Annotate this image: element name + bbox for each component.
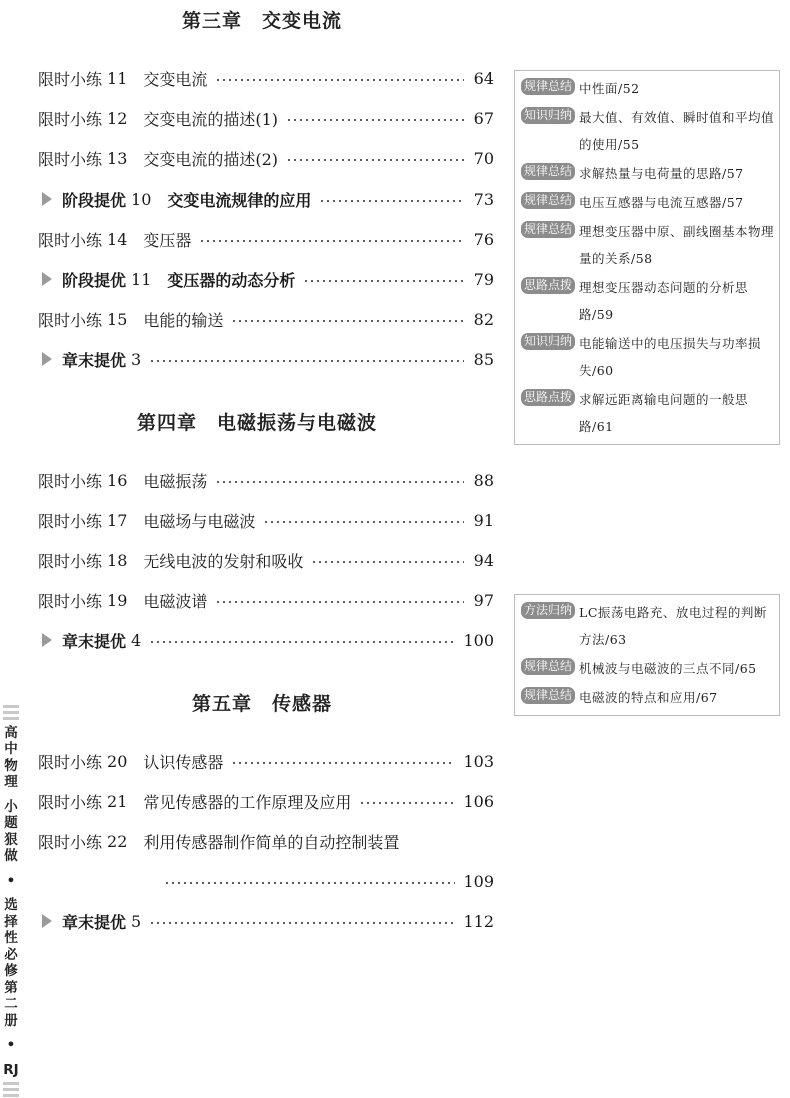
entry-title: 电能的输送 bbox=[143, 310, 224, 330]
entry-label: 章末提优 bbox=[62, 631, 127, 651]
page-number: 82 bbox=[473, 309, 494, 329]
triangle-marker-icon bbox=[42, 352, 52, 366]
entry-label: 限时小练 bbox=[38, 149, 103, 169]
tip-text: LC振荡电路充、放电过程的判断方法/63 bbox=[579, 605, 767, 647]
dot-leader bbox=[303, 280, 464, 282]
page-number: 97 bbox=[473, 590, 494, 610]
entry-number: 3 bbox=[131, 349, 142, 369]
spine-separator: • bbox=[6, 1037, 16, 1054]
toc-entry[interactable] bbox=[38, 787, 494, 815]
tip-text: 最大值、有效值、瞬时值和平均值的使用/55 bbox=[579, 110, 775, 152]
tip-tag: 知识归纳 bbox=[521, 107, 575, 124]
spine-label bbox=[0, 705, 22, 1098]
entry-number: 16 bbox=[107, 470, 128, 490]
tip-tag: 规律总结 bbox=[521, 78, 575, 95]
page-number: 88 bbox=[473, 470, 494, 490]
tip-text: 中性面/52 bbox=[579, 81, 640, 96]
toc-entry[interactable] bbox=[38, 747, 494, 775]
entry-number: 5 bbox=[131, 911, 142, 931]
dot-leader bbox=[149, 641, 455, 643]
tip-item[interactable] bbox=[521, 274, 775, 328]
entry-label: 阶段提优 bbox=[62, 270, 127, 290]
page-number: 73 bbox=[473, 189, 494, 209]
page-number: 64 bbox=[473, 68, 494, 88]
entry-number: 17 bbox=[107, 510, 128, 530]
entry-label: 限时小练 bbox=[38, 591, 103, 611]
tips-box-chapter-3 bbox=[514, 70, 780, 445]
dot-leader bbox=[215, 481, 464, 483]
entry-number: 11 bbox=[107, 68, 128, 88]
dot-leader bbox=[286, 119, 464, 121]
entry-number: 22 bbox=[107, 831, 128, 851]
tip-text: 理想变压器动态问题的分析思路/59 bbox=[579, 280, 749, 322]
entry-number: 11 bbox=[131, 269, 152, 289]
entry-label: 章末提优 bbox=[62, 912, 127, 932]
entry-label: 限时小练 bbox=[38, 69, 103, 89]
toc-entry[interactable] bbox=[38, 546, 494, 574]
tip-item[interactable] bbox=[521, 386, 775, 440]
entry-title: 变压器的动态分析 bbox=[167, 270, 296, 290]
entry-label: 限时小练 bbox=[38, 752, 103, 772]
tip-text: 理想变压器中原、副线圈基本物理量的关系/58 bbox=[579, 224, 775, 266]
page-number: 70 bbox=[473, 148, 494, 168]
page-number: 94 bbox=[473, 550, 494, 570]
toc-entry-chapter-end[interactable] bbox=[38, 345, 494, 373]
toc-entry[interactable] bbox=[38, 144, 494, 172]
dot-leader bbox=[286, 159, 464, 161]
tip-text: 电压互感器与电流互感器/57 bbox=[579, 195, 744, 210]
toc-entry-stage[interactable] bbox=[38, 185, 494, 213]
toc-entry[interactable] bbox=[38, 225, 494, 253]
dot-leader bbox=[263, 521, 464, 523]
tip-tag: 知识归纳 bbox=[521, 333, 575, 350]
entry-title: 利用传感器制作简单的自动控制装置 bbox=[143, 832, 400, 852]
tip-item[interactable] bbox=[521, 75, 775, 102]
entry-title: 常见传感器的工作原理及应用 bbox=[143, 792, 352, 812]
decorative-bars bbox=[3, 705, 19, 721]
spine-edition: RJ bbox=[3, 1061, 19, 1078]
entry-number: 10 bbox=[131, 189, 152, 209]
tip-item[interactable] bbox=[521, 189, 775, 216]
dot-leader bbox=[231, 320, 464, 322]
chapter-title-4: 第四章 电磁振荡与电磁波 bbox=[137, 412, 378, 434]
toc-entry[interactable] bbox=[38, 305, 494, 333]
tip-text: 电能输送中的电压损失与功率损失/60 bbox=[579, 336, 762, 378]
tip-text: 求解远距离输电问题的一般思路/61 bbox=[579, 392, 749, 434]
dot-leader bbox=[359, 802, 455, 804]
entry-number: 13 bbox=[107, 148, 128, 168]
entry-number: 15 bbox=[107, 309, 128, 329]
toc-entry[interactable] bbox=[38, 64, 494, 92]
page-number: 109 bbox=[463, 871, 494, 891]
dot-leader bbox=[319, 200, 464, 202]
toc-entry-chapter-end[interactable] bbox=[38, 626, 494, 654]
dot-leader bbox=[215, 601, 464, 603]
entry-number: 20 bbox=[107, 751, 128, 771]
entry-label: 限时小练 bbox=[38, 109, 103, 129]
dot-leader bbox=[215, 79, 464, 81]
dot-leader bbox=[311, 561, 464, 563]
tip-tag: 规律总结 bbox=[521, 221, 575, 238]
entry-number: 4 bbox=[131, 630, 142, 650]
tip-tag: 思路点拨 bbox=[521, 277, 575, 294]
entry-title: 电磁波谱 bbox=[143, 591, 208, 611]
spine-separator: • bbox=[6, 872, 16, 889]
page-number: 112 bbox=[463, 911, 494, 931]
entry-title: 无线电波的发射和吸收 bbox=[143, 551, 304, 571]
spine-series: 小题狠做 bbox=[4, 798, 18, 865]
entry-number: 14 bbox=[107, 229, 128, 249]
entry-number: 18 bbox=[107, 550, 128, 570]
dot-leader bbox=[149, 360, 464, 362]
entry-label: 章末提优 bbox=[62, 350, 127, 370]
page-number: 85 bbox=[473, 349, 494, 369]
spine-subject: 高中物理 bbox=[4, 724, 18, 791]
triangle-marker-icon bbox=[42, 272, 52, 286]
entry-label: 限时小练 bbox=[38, 832, 103, 852]
entry-number: 12 bbox=[107, 108, 128, 128]
dot-leader bbox=[149, 922, 455, 924]
tip-item[interactable] bbox=[521, 218, 775, 272]
entry-title: 交变电流的描述(2) bbox=[143, 149, 279, 169]
entry-label: 限时小练 bbox=[38, 310, 103, 330]
dot-leader bbox=[231, 762, 455, 764]
entry-title: 电磁振荡 bbox=[143, 471, 208, 491]
page-number: 100 bbox=[463, 630, 494, 650]
entry-number: 19 bbox=[107, 590, 128, 610]
page-number: 103 bbox=[463, 751, 494, 771]
tip-text: 求解热量与电荷量的思路/57 bbox=[579, 166, 744, 181]
tip-tag: 方法归纳 bbox=[521, 602, 575, 619]
toc-entry[interactable] bbox=[38, 506, 494, 534]
entry-label: 限时小练 bbox=[38, 792, 103, 812]
entry-label: 限时小练 bbox=[38, 511, 103, 531]
tip-tag: 规律总结 bbox=[521, 658, 575, 675]
entry-title: 交变电流的描述(1) bbox=[143, 109, 279, 129]
tip-item[interactable] bbox=[521, 655, 775, 682]
dot-leader bbox=[199, 240, 464, 242]
toc-entry[interactable] bbox=[38, 466, 494, 494]
tip-tag: 规律总结 bbox=[521, 163, 575, 180]
triangle-marker-icon bbox=[42, 914, 52, 928]
toc-entry-chapter-end[interactable] bbox=[38, 907, 494, 935]
tip-tag: 规律总结 bbox=[521, 192, 575, 209]
entry-label: 限时小练 bbox=[38, 551, 103, 571]
triangle-marker-icon bbox=[42, 192, 52, 206]
page-number: 79 bbox=[473, 269, 494, 289]
dot-leader bbox=[164, 882, 455, 884]
toc-entry-stage[interactable] bbox=[38, 265, 494, 293]
spine-volume: 选择性必修第二册 bbox=[4, 897, 18, 1029]
entry-number: 21 bbox=[107, 791, 128, 811]
tip-text: 机械波与电磁波的三点不同/65 bbox=[579, 661, 757, 676]
entry-title: 认识传感器 bbox=[143, 752, 224, 772]
chapter-title-5: 第五章 传感器 bbox=[192, 693, 333, 715]
entry-label: 限时小练 bbox=[38, 230, 103, 250]
decorative-bars bbox=[3, 1082, 19, 1098]
chapter-title-3: 第三章 交变电流 bbox=[182, 10, 343, 32]
tip-item[interactable] bbox=[521, 160, 775, 187]
tip-item[interactable] bbox=[521, 684, 775, 711]
triangle-marker-icon bbox=[42, 633, 52, 647]
tips-box-chapter-4 bbox=[514, 594, 780, 716]
entry-title: 变压器 bbox=[143, 230, 192, 250]
toc-entry-continuation[interactable] bbox=[164, 867, 494, 895]
page-number: 106 bbox=[463, 791, 494, 811]
tip-text: 电磁波的特点和应用/67 bbox=[579, 690, 718, 705]
tip-tag: 规律总结 bbox=[521, 687, 575, 704]
entry-title: 交变电流规律的应用 bbox=[167, 190, 312, 210]
page-number: 76 bbox=[473, 229, 494, 249]
toc-entry[interactable] bbox=[38, 104, 494, 132]
page-number: 67 bbox=[473, 108, 494, 128]
entry-title: 电磁场与电磁波 bbox=[143, 511, 256, 531]
toc-entry[interactable] bbox=[38, 827, 494, 855]
tip-item[interactable] bbox=[521, 330, 775, 384]
entry-label: 阶段提优 bbox=[62, 190, 127, 210]
tip-item[interactable] bbox=[521, 599, 775, 653]
entry-title: 交变电流 bbox=[143, 69, 208, 89]
tip-tag: 思路点拨 bbox=[521, 389, 575, 406]
page-number: 91 bbox=[473, 510, 494, 530]
toc-entry[interactable] bbox=[38, 586, 494, 614]
tip-item[interactable] bbox=[521, 104, 775, 158]
entry-label: 限时小练 bbox=[38, 471, 103, 491]
